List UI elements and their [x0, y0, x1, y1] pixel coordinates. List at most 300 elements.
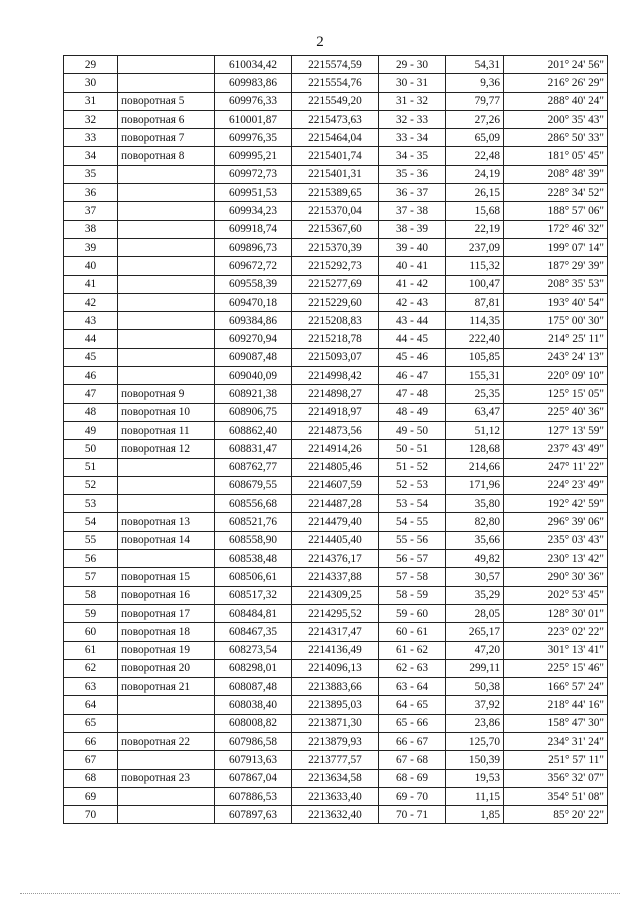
table-row [64, 293, 608, 311]
length-cell: 27,26 [446, 110, 504, 128]
table-row [64, 257, 608, 275]
point-number-cell: 58 [64, 586, 118, 604]
x-coordinate-cell: 609896,73 [215, 238, 292, 256]
length-cell: 35,66 [446, 531, 504, 549]
point-name-cell [118, 458, 215, 476]
length-cell: 23,86 [446, 714, 504, 732]
table-row [64, 476, 608, 494]
point-number-cell: 32 [64, 110, 118, 128]
table-row [64, 806, 608, 824]
segment-cell: 53 - 54 [379, 495, 446, 513]
bearing-angle-cell: 286° 50' 33" [504, 129, 608, 147]
point-number-cell: 30 [64, 74, 118, 92]
length-cell: 15,68 [446, 202, 504, 220]
point-number-cell: 51 [64, 458, 118, 476]
bearing-angle-cell: 172° 46' 32" [504, 220, 608, 238]
point-number-cell: 50 [64, 440, 118, 458]
x-coordinate-cell: 608506,61 [215, 568, 292, 586]
coordinates-table [63, 55, 608, 824]
point-name-cell: поворотная 18 [118, 623, 215, 641]
point-name-cell [118, 714, 215, 732]
bearing-angle-cell: 128° 30' 01" [504, 604, 608, 622]
table-row [64, 769, 608, 787]
length-cell: 28,05 [446, 604, 504, 622]
table-row [64, 385, 608, 403]
bearing-angle-cell: 201° 24' 56" [504, 56, 608, 74]
y-coordinate-cell: 2215208,83 [292, 312, 379, 330]
point-number-cell: 39 [64, 238, 118, 256]
length-cell: 65,09 [446, 129, 504, 147]
bearing-angle-cell: 356° 32' 07" [504, 769, 608, 787]
point-name-cell: поворотная 23 [118, 769, 215, 787]
bearing-angle-cell: 228° 34' 52" [504, 184, 608, 202]
x-coordinate-cell: 608484,81 [215, 604, 292, 622]
y-coordinate-cell: 2215093,07 [292, 348, 379, 366]
length-cell: 214,66 [446, 458, 504, 476]
x-coordinate-cell: 607897,63 [215, 806, 292, 824]
y-coordinate-cell: 2213879,93 [292, 732, 379, 750]
x-coordinate-cell: 609951,53 [215, 184, 292, 202]
bearing-angle-cell: 188° 57' 06" [504, 202, 608, 220]
point-name-cell [118, 330, 215, 348]
x-coordinate-cell: 609995,21 [215, 147, 292, 165]
segment-cell: 39 - 40 [379, 238, 446, 256]
segment-cell: 61 - 62 [379, 641, 446, 659]
length-cell: 79,77 [446, 92, 504, 110]
segment-cell: 30 - 31 [379, 74, 446, 92]
point-name-cell [118, 74, 215, 92]
bearing-angle-cell: 296° 39' 06" [504, 513, 608, 531]
y-coordinate-cell: 2213883,66 [292, 678, 379, 696]
table-row [64, 550, 608, 568]
x-coordinate-cell: 608862,40 [215, 421, 292, 439]
segment-cell: 33 - 34 [379, 129, 446, 147]
length-cell: 128,68 [446, 440, 504, 458]
segment-cell: 40 - 41 [379, 257, 446, 275]
point-name-cell [118, 312, 215, 330]
y-coordinate-cell: 2213777,57 [292, 751, 379, 769]
bearing-angle-cell: 288° 40' 24" [504, 92, 608, 110]
table-row [64, 92, 608, 110]
point-name-cell [118, 367, 215, 385]
table-row [64, 238, 608, 256]
point-name-cell: поворотная 11 [118, 421, 215, 439]
length-cell: 22,48 [446, 147, 504, 165]
x-coordinate-cell: 608517,32 [215, 586, 292, 604]
y-coordinate-cell: 2213632,40 [292, 806, 379, 824]
bearing-angle-cell: 354° 51' 08" [504, 787, 608, 805]
table-row [64, 641, 608, 659]
x-coordinate-cell: 608298,01 [215, 659, 292, 677]
segment-cell: 47 - 48 [379, 385, 446, 403]
y-coordinate-cell: 2214376,17 [292, 550, 379, 568]
x-coordinate-cell: 608467,35 [215, 623, 292, 641]
table-row [64, 421, 608, 439]
bearing-angle-cell: 208° 35' 53" [504, 275, 608, 293]
segment-cell: 43 - 44 [379, 312, 446, 330]
point-name-cell: поворотная 9 [118, 385, 215, 403]
point-number-cell: 36 [64, 184, 118, 202]
y-coordinate-cell: 2214914,26 [292, 440, 379, 458]
length-cell: 100,47 [446, 275, 504, 293]
x-coordinate-cell: 609918,74 [215, 220, 292, 238]
segment-cell: 50 - 51 [379, 440, 446, 458]
segment-cell: 37 - 38 [379, 202, 446, 220]
bearing-angle-cell: 237° 43' 49" [504, 440, 608, 458]
point-number-cell: 31 [64, 92, 118, 110]
segment-cell: 65 - 66 [379, 714, 446, 732]
bearing-angle-cell: 216° 26' 29" [504, 74, 608, 92]
point-number-cell: 47 [64, 385, 118, 403]
table-row [64, 330, 608, 348]
segment-cell: 56 - 57 [379, 550, 446, 568]
y-coordinate-cell: 2214479,40 [292, 513, 379, 531]
point-name-cell [118, 787, 215, 805]
table-row [64, 403, 608, 421]
table-row [64, 678, 608, 696]
x-coordinate-cell: 608831,47 [215, 440, 292, 458]
x-coordinate-cell: 607986,58 [215, 732, 292, 750]
footer-rule [20, 893, 620, 894]
y-coordinate-cell: 2214805,46 [292, 458, 379, 476]
bearing-angle-cell: 235° 03' 43" [504, 531, 608, 549]
table-body [64, 56, 608, 824]
point-name-cell [118, 257, 215, 275]
segment-cell: 52 - 53 [379, 476, 446, 494]
y-coordinate-cell: 2214096,13 [292, 659, 379, 677]
point-name-cell: поворотная 16 [118, 586, 215, 604]
segment-cell: 41 - 42 [379, 275, 446, 293]
point-number-cell: 66 [64, 732, 118, 750]
bearing-angle-cell: 223° 02' 22" [504, 623, 608, 641]
point-number-cell: 35 [64, 165, 118, 183]
segment-cell: 54 - 55 [379, 513, 446, 531]
x-coordinate-cell: 609972,73 [215, 165, 292, 183]
x-coordinate-cell: 607913,63 [215, 751, 292, 769]
table-row [64, 604, 608, 622]
length-cell: 299,11 [446, 659, 504, 677]
table-row [64, 440, 608, 458]
length-cell: 114,35 [446, 312, 504, 330]
length-cell: 125,70 [446, 732, 504, 750]
table-row [64, 312, 608, 330]
bearing-angle-cell: 247° 11' 22" [504, 458, 608, 476]
segment-cell: 60 - 61 [379, 623, 446, 641]
point-number-cell: 53 [64, 495, 118, 513]
table-row [64, 732, 608, 750]
length-cell: 237,09 [446, 238, 504, 256]
point-number-cell: 59 [64, 604, 118, 622]
point-name-cell: поворотная 5 [118, 92, 215, 110]
table-row [64, 74, 608, 92]
point-number-cell: 38 [64, 220, 118, 238]
point-name-cell [118, 275, 215, 293]
segment-cell: 32 - 33 [379, 110, 446, 128]
point-name-cell: поворотная 13 [118, 513, 215, 531]
y-coordinate-cell: 2215574,59 [292, 56, 379, 74]
segment-cell: 69 - 70 [379, 787, 446, 805]
bearing-angle-cell: 214° 25' 11" [504, 330, 608, 348]
segment-cell: 55 - 56 [379, 531, 446, 549]
point-number-cell: 44 [64, 330, 118, 348]
point-number-cell: 29 [64, 56, 118, 74]
point-number-cell: 62 [64, 659, 118, 677]
table-row [64, 696, 608, 714]
length-cell: 24,19 [446, 165, 504, 183]
table-row [64, 348, 608, 366]
point-name-cell: поворотная 7 [118, 129, 215, 147]
x-coordinate-cell: 610034,42 [215, 56, 292, 74]
point-name-cell: поворотная 12 [118, 440, 215, 458]
y-coordinate-cell: 2215229,60 [292, 293, 379, 311]
x-coordinate-cell: 608038,40 [215, 696, 292, 714]
segment-cell: 44 - 45 [379, 330, 446, 348]
bearing-angle-cell: 220° 09' 10" [504, 367, 608, 385]
point-number-cell: 67 [64, 751, 118, 769]
point-name-cell [118, 165, 215, 183]
table-row [64, 531, 608, 549]
point-name-cell: поворотная 15 [118, 568, 215, 586]
bearing-angle-cell: 218° 44' 16" [504, 696, 608, 714]
bearing-angle-cell: 202° 53' 45" [504, 586, 608, 604]
point-number-cell: 60 [64, 623, 118, 641]
length-cell: 105,85 [446, 348, 504, 366]
length-cell: 22,19 [446, 220, 504, 238]
point-number-cell: 68 [64, 769, 118, 787]
y-coordinate-cell: 2214998,42 [292, 367, 379, 385]
length-cell: 150,39 [446, 751, 504, 769]
point-number-cell: 63 [64, 678, 118, 696]
point-number-cell: 55 [64, 531, 118, 549]
x-coordinate-cell: 609384,86 [215, 312, 292, 330]
bearing-angle-cell: 175° 00' 30" [504, 312, 608, 330]
y-coordinate-cell: 2215218,78 [292, 330, 379, 348]
table-row [64, 659, 608, 677]
bearing-angle-cell: 166° 57' 24" [504, 678, 608, 696]
segment-cell: 46 - 47 [379, 367, 446, 385]
y-coordinate-cell: 2215401,74 [292, 147, 379, 165]
segment-cell: 62 - 63 [379, 659, 446, 677]
x-coordinate-cell: 607867,04 [215, 769, 292, 787]
segment-cell: 38 - 39 [379, 220, 446, 238]
segment-cell: 42 - 43 [379, 293, 446, 311]
x-coordinate-cell: 608521,76 [215, 513, 292, 531]
segment-cell: 35 - 36 [379, 165, 446, 183]
length-cell: 63,47 [446, 403, 504, 421]
table-row [64, 787, 608, 805]
y-coordinate-cell: 2213634,58 [292, 769, 379, 787]
bearing-angle-cell: 230° 13' 42" [504, 550, 608, 568]
point-name-cell: поворотная 6 [118, 110, 215, 128]
y-coordinate-cell: 2215464,04 [292, 129, 379, 147]
segment-cell: 34 - 35 [379, 147, 446, 165]
x-coordinate-cell: 607886,53 [215, 787, 292, 805]
point-number-cell: 65 [64, 714, 118, 732]
segment-cell: 31 - 32 [379, 92, 446, 110]
table-row [64, 623, 608, 641]
length-cell: 11,15 [446, 787, 504, 805]
y-coordinate-cell: 2215277,69 [292, 275, 379, 293]
bearing-angle-cell: 192° 42' 59" [504, 495, 608, 513]
x-coordinate-cell: 609470,18 [215, 293, 292, 311]
length-cell: 26,15 [446, 184, 504, 202]
segment-cell: 67 - 68 [379, 751, 446, 769]
point-number-cell: 41 [64, 275, 118, 293]
x-coordinate-cell: 609983,86 [215, 74, 292, 92]
point-name-cell [118, 184, 215, 202]
segment-cell: 66 - 67 [379, 732, 446, 750]
table-row [64, 165, 608, 183]
x-coordinate-cell: 609040,09 [215, 367, 292, 385]
bearing-angle-cell: 193° 40' 54" [504, 293, 608, 311]
y-coordinate-cell: 2215554,76 [292, 74, 379, 92]
point-name-cell [118, 220, 215, 238]
bearing-angle-cell: 225° 15' 46" [504, 659, 608, 677]
y-coordinate-cell: 2213633,40 [292, 787, 379, 805]
y-coordinate-cell: 2214918,97 [292, 403, 379, 421]
bearing-angle-cell: 125° 15' 05" [504, 385, 608, 403]
x-coordinate-cell: 608556,68 [215, 495, 292, 513]
length-cell: 9,36 [446, 74, 504, 92]
length-cell: 265,17 [446, 623, 504, 641]
x-coordinate-cell: 608008,82 [215, 714, 292, 732]
table-row [64, 513, 608, 531]
point-name-cell: поворотная 21 [118, 678, 215, 696]
length-cell: 155,31 [446, 367, 504, 385]
table-row [64, 220, 608, 238]
length-cell: 37,92 [446, 696, 504, 714]
y-coordinate-cell: 2213895,03 [292, 696, 379, 714]
bearing-angle-cell: 225° 40' 36" [504, 403, 608, 421]
y-coordinate-cell: 2215367,60 [292, 220, 379, 238]
length-cell: 115,32 [446, 257, 504, 275]
length-cell: 171,96 [446, 476, 504, 494]
segment-cell: 51 - 52 [379, 458, 446, 476]
point-number-cell: 46 [64, 367, 118, 385]
bearing-angle-cell: 251° 57' 11" [504, 751, 608, 769]
segment-cell: 68 - 69 [379, 769, 446, 787]
point-number-cell: 37 [64, 202, 118, 220]
point-number-cell: 40 [64, 257, 118, 275]
point-name-cell [118, 202, 215, 220]
bearing-angle-cell: 187° 29' 39" [504, 257, 608, 275]
table-row [64, 202, 608, 220]
point-name-cell [118, 56, 215, 74]
segment-cell: 29 - 30 [379, 56, 446, 74]
point-number-cell: 70 [64, 806, 118, 824]
length-cell: 82,80 [446, 513, 504, 531]
point-name-cell [118, 476, 215, 494]
bearing-angle-cell: 127° 13' 59" [504, 421, 608, 439]
segment-cell: 70 - 71 [379, 806, 446, 824]
bearing-angle-cell: 243° 24' 13" [504, 348, 608, 366]
x-coordinate-cell: 608906,75 [215, 403, 292, 421]
point-number-cell: 33 [64, 129, 118, 147]
point-number-cell: 61 [64, 641, 118, 659]
table-row [64, 751, 608, 769]
bearing-angle-cell: 234° 31' 24" [504, 732, 608, 750]
table-row [64, 458, 608, 476]
point-number-cell: 34 [64, 147, 118, 165]
segment-cell: 59 - 60 [379, 604, 446, 622]
point-number-cell: 54 [64, 513, 118, 531]
length-cell: 1,85 [446, 806, 504, 824]
bearing-angle-cell: 301° 13' 41" [504, 641, 608, 659]
x-coordinate-cell: 608921,38 [215, 385, 292, 403]
x-coordinate-cell: 609270,94 [215, 330, 292, 348]
y-coordinate-cell: 2215473,63 [292, 110, 379, 128]
y-coordinate-cell: 2214309,25 [292, 586, 379, 604]
segment-cell: 36 - 37 [379, 184, 446, 202]
y-coordinate-cell: 2214136,49 [292, 641, 379, 659]
x-coordinate-cell: 609558,39 [215, 275, 292, 293]
bearing-angle-cell: 200° 35' 43" [504, 110, 608, 128]
point-name-cell: поворотная 14 [118, 531, 215, 549]
x-coordinate-cell: 608558,90 [215, 531, 292, 549]
y-coordinate-cell: 2215292,73 [292, 257, 379, 275]
bearing-angle-cell: 199° 07' 14" [504, 238, 608, 256]
x-coordinate-cell: 608087,48 [215, 678, 292, 696]
point-number-cell: 57 [64, 568, 118, 586]
x-coordinate-cell: 608538,48 [215, 550, 292, 568]
bearing-angle-cell: 290° 30' 36" [504, 568, 608, 586]
x-coordinate-cell: 608679,55 [215, 476, 292, 494]
point-number-cell: 42 [64, 293, 118, 311]
point-name-cell [118, 293, 215, 311]
length-cell: 222,40 [446, 330, 504, 348]
y-coordinate-cell: 2214873,56 [292, 421, 379, 439]
x-coordinate-cell: 609976,33 [215, 92, 292, 110]
table-row [64, 184, 608, 202]
length-cell: 35,29 [446, 586, 504, 604]
y-coordinate-cell: 2214317,47 [292, 623, 379, 641]
y-coordinate-cell: 2214487,28 [292, 495, 379, 513]
y-coordinate-cell: 2213871,30 [292, 714, 379, 732]
point-name-cell: поворотная 8 [118, 147, 215, 165]
point-name-cell: поворотная 10 [118, 403, 215, 421]
point-name-cell: поворотная 22 [118, 732, 215, 750]
segment-cell: 64 - 65 [379, 696, 446, 714]
point-name-cell: поворотная 19 [118, 641, 215, 659]
table-row [64, 495, 608, 513]
point-number-cell: 64 [64, 696, 118, 714]
point-name-cell: поворотная 20 [118, 659, 215, 677]
segment-cell: 58 - 59 [379, 586, 446, 604]
point-number-cell: 43 [64, 312, 118, 330]
segment-cell: 57 - 58 [379, 568, 446, 586]
y-coordinate-cell: 2214898,27 [292, 385, 379, 403]
point-number-cell: 45 [64, 348, 118, 366]
y-coordinate-cell: 2214337,88 [292, 568, 379, 586]
table-row [64, 568, 608, 586]
x-coordinate-cell: 609672,72 [215, 257, 292, 275]
point-number-cell: 49 [64, 421, 118, 439]
table-row [64, 714, 608, 732]
point-name-cell [118, 348, 215, 366]
segment-cell: 45 - 46 [379, 348, 446, 366]
y-coordinate-cell: 2214405,40 [292, 531, 379, 549]
page-number: 2 [316, 34, 324, 50]
bearing-angle-cell: 158° 47' 30" [504, 714, 608, 732]
length-cell: 87,81 [446, 293, 504, 311]
length-cell: 49,82 [446, 550, 504, 568]
y-coordinate-cell: 2214607,59 [292, 476, 379, 494]
length-cell: 47,20 [446, 641, 504, 659]
table-row [64, 56, 608, 74]
table-row [64, 147, 608, 165]
point-number-cell: 69 [64, 787, 118, 805]
length-cell: 35,80 [446, 495, 504, 513]
